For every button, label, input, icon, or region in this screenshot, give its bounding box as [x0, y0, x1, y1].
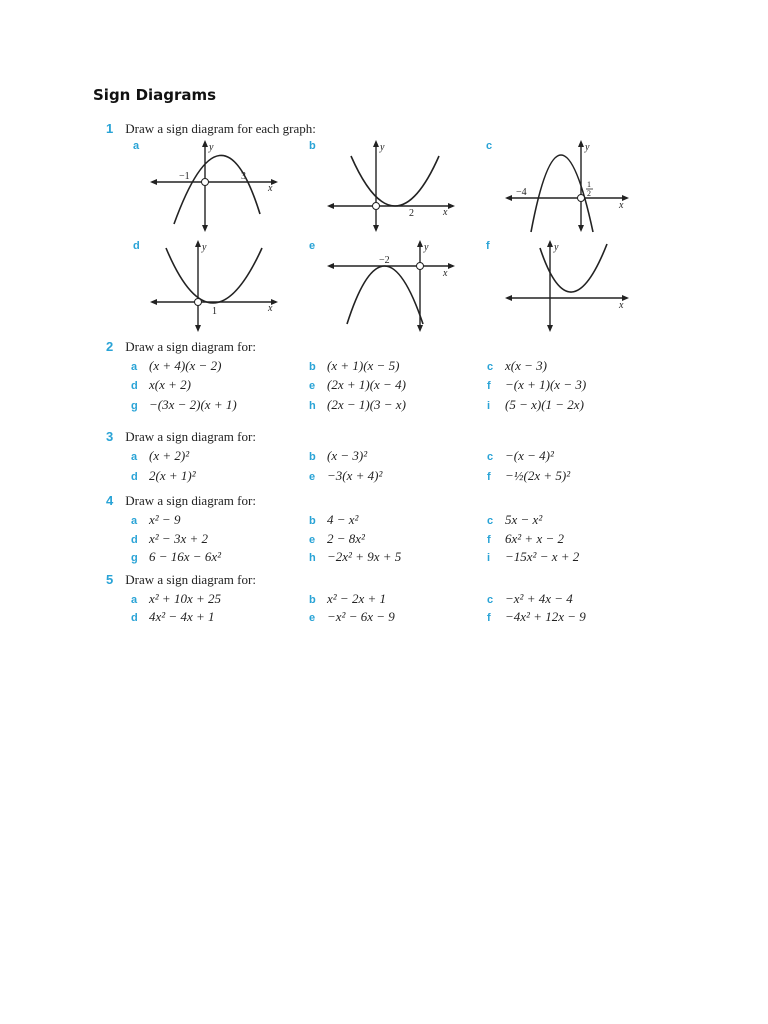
graph-label-d: d — [133, 240, 140, 252]
exercise-item — [487, 531, 564, 547]
exercise-item — [309, 397, 406, 413]
fraction-numerator: 1 — [587, 180, 591, 189]
item-label: f — [487, 380, 491, 392]
item-expression: 2 − 8x² — [327, 531, 365, 546]
question-4-heading — [106, 493, 256, 509]
exercise-item — [487, 591, 573, 607]
x-axis-arrow-left — [327, 203, 334, 209]
root-mark: 3 — [241, 171, 246, 182]
exercise-item — [309, 448, 367, 464]
exercise-item — [487, 609, 586, 625]
x-axis-arrow-left — [505, 195, 512, 201]
x-axis-arrow-left — [150, 179, 157, 185]
exercise-item — [131, 531, 208, 547]
graph-label-f: f — [486, 240, 490, 252]
x-axis-label: x — [268, 303, 273, 314]
y-axis-arrow-up — [202, 140, 208, 147]
item-expression: 6 − 16x − 6x² — [149, 549, 221, 564]
y-axis-arrow-down — [417, 325, 423, 332]
question-1-heading — [106, 121, 316, 137]
y-axis-arrow-down — [202, 225, 208, 232]
item-label: h — [309, 400, 316, 412]
y-intercept-point — [202, 179, 209, 186]
question-number: 2 — [106, 339, 114, 354]
x-axis-label: x — [443, 268, 448, 279]
parabola-curve — [351, 156, 439, 206]
item-expression: 5x − x² — [505, 512, 543, 527]
exercise-item — [487, 468, 570, 484]
graph-label-c: c — [486, 140, 493, 152]
x-axis-arrow-left — [327, 263, 334, 269]
item-expression: x² + 10x + 25 — [149, 591, 221, 606]
y-axis-arrow-down — [578, 225, 584, 232]
item-expression: 4x² − 4x + 1 — [149, 609, 215, 624]
y-axis-label: y — [424, 242, 429, 253]
item-expression: x(x − 3) — [505, 358, 547, 373]
y-axis-arrow-up — [578, 140, 584, 147]
item-label: b — [309, 594, 316, 606]
question-text: Draw a sign diagram for each graph: — [125, 121, 316, 136]
item-expression: (5 − x)(1 − 2x) — [505, 397, 584, 412]
graph-a — [150, 138, 280, 233]
y-axis-label: y — [585, 142, 590, 153]
item-expression: −(x − 4)² — [505, 448, 554, 463]
item-label: d — [131, 534, 138, 546]
y-axis-label: y — [554, 242, 559, 253]
item-expression: 2(x + 1)² — [149, 468, 196, 483]
vertex-mark: −2 — [379, 255, 390, 266]
y-intercept-point — [578, 195, 585, 202]
item-label: a — [131, 451, 138, 463]
item-expression: −3(x + 4)² — [327, 468, 383, 483]
exercise-item — [131, 397, 237, 413]
item-expression: −(x + 1)(x − 3) — [505, 377, 587, 392]
item-label: e — [309, 612, 316, 624]
exercise-item — [487, 358, 547, 374]
graph-label-b: b — [309, 140, 316, 152]
graph-c — [505, 138, 635, 233]
exercise-item — [309, 358, 399, 374]
item-label: c — [487, 361, 494, 373]
exercise-item — [131, 512, 180, 528]
exercise-item — [487, 377, 586, 393]
item-expression: (2x − 1)(3 − x) — [327, 397, 406, 412]
y-axis-arrow-up — [195, 240, 201, 247]
exercise-item — [309, 531, 365, 547]
item-label: e — [309, 534, 316, 546]
item-label: i — [487, 552, 491, 564]
item-label: b — [309, 515, 316, 527]
y-axis-arrow-down — [195, 325, 201, 332]
page-title: Sign Diagrams — [93, 86, 217, 104]
item-expression: (2x + 1)(x − 4) — [327, 377, 406, 392]
graph-label-a: a — [133, 140, 140, 152]
y-intercept-point — [195, 299, 202, 306]
item-label: a — [131, 515, 138, 527]
exercise-item — [487, 549, 579, 565]
y-axis-label: y — [202, 242, 207, 253]
x-axis-label: x — [443, 207, 448, 218]
exercise-item — [309, 549, 401, 565]
item-expression: 6x² + x − 2 — [505, 531, 564, 546]
graph-d — [150, 238, 280, 333]
root-mark: −4 — [516, 187, 527, 198]
item-expression: 4 − x² — [327, 512, 359, 527]
item-label: h — [309, 552, 316, 564]
question-number: 3 — [106, 429, 114, 444]
parabola-curve — [347, 266, 423, 324]
x-axis-label: x — [619, 300, 624, 311]
root-mark: −1 — [179, 171, 190, 182]
exercise-item — [309, 468, 382, 484]
item-label: c — [487, 594, 494, 606]
y-axis-arrow-down — [547, 325, 553, 332]
graph-e — [327, 238, 457, 333]
exercise-item — [487, 397, 584, 413]
item-expression: x² − 9 — [149, 512, 181, 527]
item-label: i — [487, 400, 491, 412]
graph-f — [505, 238, 635, 333]
question-5-heading — [106, 572, 256, 588]
item-label: f — [487, 534, 491, 546]
exercise-item — [309, 377, 406, 393]
x-axis-arrow-left — [505, 295, 512, 301]
item-expression: (x − 3)² — [327, 448, 368, 463]
question-text: Draw a sign diagram for: — [125, 429, 256, 444]
item-label: d — [131, 612, 138, 624]
item-expression: −½(2x + 5)² — [505, 468, 571, 483]
item-label: d — [131, 471, 138, 483]
root-mark: 1 — [212, 306, 217, 317]
x-axis-arrow-left — [150, 299, 157, 305]
exercise-item — [309, 591, 386, 607]
item-expression: x² − 2x + 1 — [327, 591, 386, 606]
question-text: Draw a sign diagram for: — [125, 339, 256, 354]
question-3-heading — [106, 429, 256, 445]
x-axis-label: x — [268, 183, 273, 194]
item-label: g — [131, 552, 138, 564]
question-text: Draw a sign diagram for: — [125, 572, 256, 587]
y-axis-arrow-down — [373, 225, 379, 232]
item-label: d — [131, 380, 138, 392]
item-label: a — [131, 361, 138, 373]
question-number: 5 — [106, 572, 114, 587]
root-point — [373, 203, 380, 210]
parabola-curve — [166, 248, 262, 303]
y-axis-label: y — [209, 142, 214, 153]
item-label: b — [309, 451, 316, 463]
item-expression: −x² − 6x − 9 — [327, 609, 395, 624]
x-axis-arrow-right — [448, 203, 455, 209]
graph-label-e: e — [309, 240, 316, 252]
y-axis-arrow-up — [373, 140, 379, 147]
item-expression: −4x² + 12x − 9 — [505, 609, 586, 624]
item-label: c — [487, 451, 494, 463]
item-label: f — [487, 471, 491, 483]
item-label: e — [309, 471, 316, 483]
question-number: 1 — [106, 121, 114, 136]
y-axis-arrow-up — [547, 240, 553, 247]
x-axis-label: x — [619, 200, 624, 211]
item-expression: −x² + 4x − 4 — [505, 591, 573, 606]
parabola-curve — [174, 155, 260, 224]
exercise-item — [131, 377, 191, 393]
root-mark: 2 — [409, 208, 414, 219]
item-expression: −15x² − x + 2 — [505, 549, 580, 564]
question-2-heading — [106, 339, 256, 355]
parabola-curve — [531, 155, 593, 232]
item-label: a — [131, 594, 138, 606]
item-label: g — [131, 400, 138, 412]
question-number: 4 — [106, 493, 114, 508]
item-expression: (x + 4)(x − 2) — [149, 358, 222, 373]
item-label: b — [309, 361, 316, 373]
y-axis-arrow-up — [417, 240, 423, 247]
exercise-item — [131, 468, 196, 484]
exercise-item — [131, 591, 221, 607]
graph-b — [327, 138, 457, 233]
exercise-item — [131, 609, 214, 625]
y-intercept-point — [417, 263, 424, 270]
y-axis-label: y — [380, 142, 385, 153]
item-expression: (x + 1)(x − 5) — [327, 358, 400, 373]
exercise-item — [309, 512, 358, 528]
exercise-item — [131, 549, 221, 565]
item-label: e — [309, 380, 316, 392]
question-text: Draw a sign diagram for: — [125, 493, 256, 508]
item-expression: x(x + 2) — [149, 377, 191, 392]
item-expression: (x + 2)² — [149, 448, 190, 463]
item-expression: −(3x − 2)(x + 1) — [149, 397, 237, 412]
exercise-item — [131, 358, 221, 374]
item-label: f — [487, 612, 491, 624]
x-axis-arrow-right — [448, 263, 455, 269]
exercise-item — [487, 512, 542, 528]
exercise-item — [309, 609, 395, 625]
fraction-denominator: 2 — [587, 189, 591, 198]
exercise-item — [487, 448, 554, 464]
item-label: c — [487, 515, 494, 527]
item-expression: −2x² + 9x + 5 — [327, 549, 402, 564]
item-expression: x² − 3x + 2 — [149, 531, 208, 546]
exercise-item — [131, 448, 189, 464]
